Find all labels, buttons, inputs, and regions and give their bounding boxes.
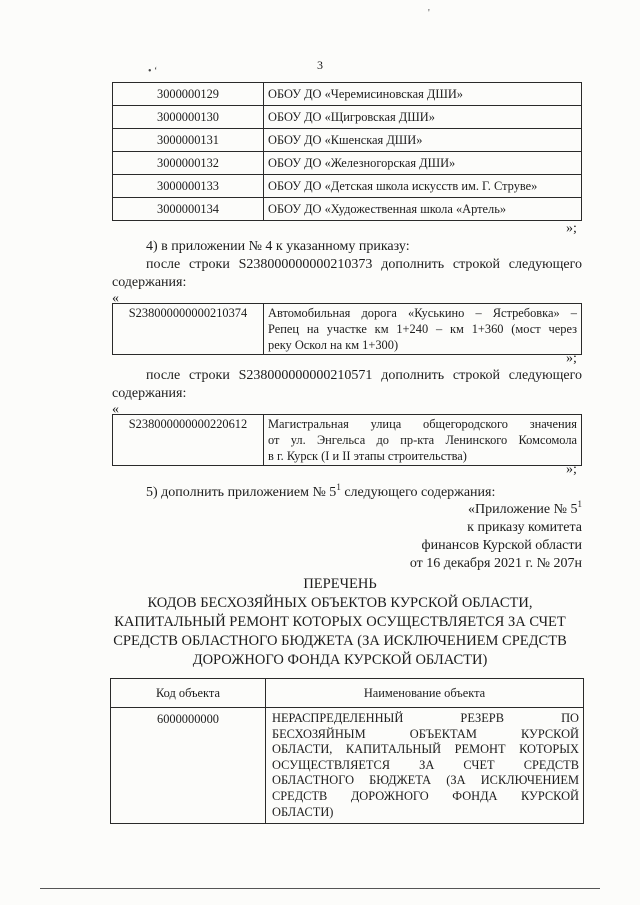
closing-quote: »;: [566, 351, 577, 366]
name-line: ОСУЩЕСТВЛЯЕТСЯ ЗА СЧЕТ СРЕДСТВ: [272, 757, 579, 772]
table-row: [111, 708, 584, 824]
name-cell: ОБОУ ДО «Черемисиновская ДШИ»: [264, 83, 582, 106]
table-row: [113, 129, 582, 152]
table-row: [113, 198, 582, 221]
name-line: БЕСХОЗЯЙНЫМ ОБЪЕКТАМ КУРСКОЙ: [272, 726, 579, 741]
closing-quote: »;: [566, 221, 577, 236]
name-line: реку Оскол на км 1+300): [268, 338, 399, 352]
open-quote: «: [112, 291, 119, 306]
bottom-rule: [40, 888, 600, 889]
table-row: [113, 152, 582, 175]
scan-mark: • ‘: [148, 66, 158, 77]
title-line: ДОРОЖНОГО ФОНДА КУРСКОЙ ОБЛАСТИ): [192, 652, 488, 668]
name-cell: ОБОУ ДО «Художественная школа «Артель»: [264, 198, 582, 221]
name-cell: [266, 708, 584, 824]
title-line: КОДОВ БЕСХОЗЯЙНЫХ ОБЪЕКТОВ КУРСКОЙ ОБЛАСТИ,: [147, 595, 533, 611]
code-cell: 3000000133: [113, 175, 264, 198]
schools-table: [112, 82, 582, 221]
code-cell: 3000000130: [113, 106, 264, 129]
title-line: ПЕРЕЧЕНЬ: [303, 576, 377, 592]
name-line: СРЕДСТВ ДОРОЖНОГО ФОНДА КУРСКОЙ: [272, 788, 579, 803]
item-5-text: 5) дополнить приложением № 5: [146, 485, 337, 500]
name-cell: [264, 415, 582, 466]
table-header-row: [111, 679, 584, 708]
table-row: [113, 304, 582, 355]
code-cell: 3000000129: [113, 83, 264, 106]
name-cell: ОБОУ ДО «Щигровская ДШИ»: [264, 106, 582, 129]
table-row: [113, 175, 582, 198]
item-5-text-after: следующего содержания:: [340, 485, 496, 500]
name-line: ОБЛАСТИ, КАПИТАЛЬНЫЙ РЕМОНТ КОТОРЫХ: [272, 742, 579, 757]
code-cell: S238000000000220612: [113, 415, 264, 466]
title-line: КАПИТАЛЬНЫЙ РЕМОНТ КОТОРЫХ ОСУЩЕСТВЛЯЕТСЯ ЗА СЧЕТ: [114, 614, 566, 630]
name-cell: ОБОУ ДО «Кшенская ДШИ»: [264, 129, 582, 152]
open-quote: «: [112, 402, 119, 417]
item-4-line: содержания:: [112, 275, 187, 290]
name-line: Магистральная улица общегородского значения: [268, 417, 577, 431]
page-number: 3: [317, 58, 323, 72]
code-cell: S238000000000210374: [113, 304, 264, 355]
code-cell: 3000000134: [113, 198, 264, 221]
name-line: НЕРАСПРЕДЕЛЕННЫЙ РЕЗЕРВ ПО: [272, 711, 579, 725]
appendix-line: финансов Курской области: [421, 538, 582, 553]
appendix-line: «Приложение № $5^1$: [468, 499, 582, 517]
table-row: [113, 83, 582, 106]
table-row: [113, 106, 582, 129]
objects-table: [110, 678, 584, 824]
name-line: Репец на участке км 1+240 – км 1+360 (мост через: [268, 322, 577, 336]
appendix-line: к приказу комитета: [467, 520, 582, 535]
street-table: [112, 414, 582, 466]
code-cell: 6000000000: [111, 708, 266, 824]
item-4-line: после строки S238000000000210373 дополнить строкой следующего: [146, 257, 582, 272]
item-4b-line: содержания:: [112, 386, 187, 401]
item-4-heading: 4) в приложении № 4 к указанному приказу:: [146, 239, 410, 254]
appendix-line: от 16 декабря 2021 г. № 207н: [409, 556, 582, 571]
header-cell: Код объекта: [111, 679, 266, 708]
document-title: [100, 575, 580, 670]
item-5-sup: 1: [336, 482, 341, 492]
name-line: в г. Курск (I и II этапы строительства): [268, 449, 467, 463]
road-table: [112, 303, 582, 355]
closing-quote: »;: [566, 462, 577, 477]
name-line: Автомобильная дорога «Куськино – Ястребовка» –: [268, 306, 577, 320]
name-line: от ул. Энгельса до пр-кта Ленинского Комсомола: [268, 433, 577, 447]
name-cell: ОБОУ ДО «Железногорская ДШИ»: [264, 152, 582, 175]
scan-mark: ': [428, 8, 430, 19]
name-cell: ОБОУ ДО «Детская школа искусств им. Г. Струве»: [264, 175, 582, 198]
name-line: ОБЛАСТНОГО БЮДЖЕТА (ЗА ИСКЛЮЧЕНИЕМ: [272, 773, 579, 788]
item-4b-line: после строки S238000000000210571 дополнить строкой следующего: [146, 368, 582, 383]
code-cell: 3000000132: [113, 152, 264, 175]
name-cell: [264, 304, 582, 355]
header-cell: Наименование объекта: [266, 679, 584, 708]
table-row: [113, 415, 582, 466]
appendix-header: [410, 495, 582, 573]
title-line: СРЕДСТВ ОБЛАСТНОГО БЮДЖЕТА (ЗА ИСКЛЮЧЕНИЕМ СРЕДСТВ: [113, 633, 567, 649]
code-cell: 3000000131: [113, 129, 264, 152]
name-line: ОБЛАСТИ): [272, 804, 334, 819]
